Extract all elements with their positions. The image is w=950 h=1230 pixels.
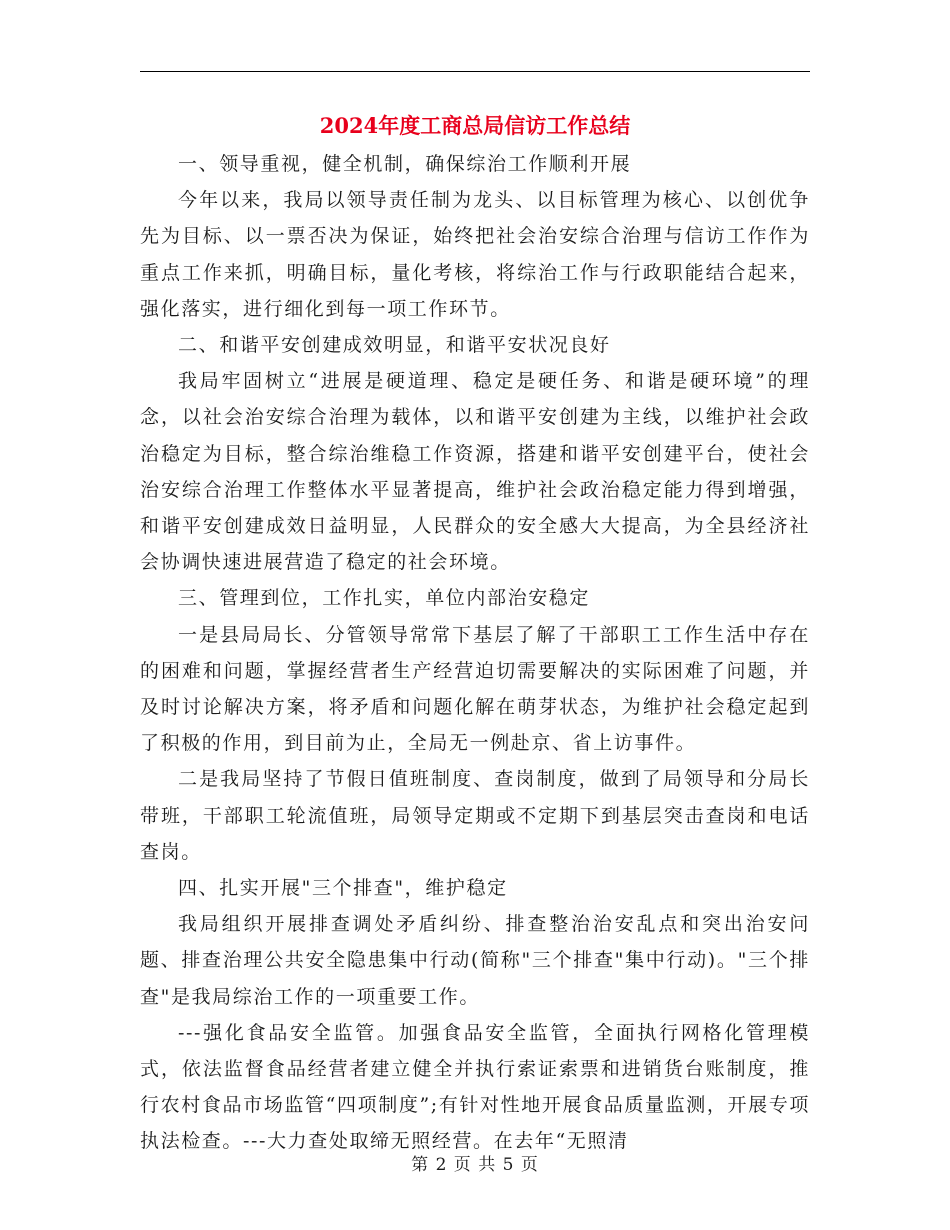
document-body xyxy=(140,146,810,1160)
heading-3: 三、管理到位，工作扎实，单位内部治安稳定 xyxy=(178,587,591,610)
paragraph: ---强化食品安全监管。加强食品安全监管，全面执行网格化管理模式，依法监督食品经营者建立健全并执行索证索票和进销货台账制度，推行农村食品市场监管“四项制度”;有针对性地开展食品质量监测，开展专项执法检查。---大力查处取缔无照经营。在去年“无照清 xyxy=(140,1021,810,1153)
heading-4: 四、扎实开展"三个排查"，维护稳定 xyxy=(178,877,508,900)
header-rule xyxy=(140,71,810,72)
heading-2: 二、和谐平安创建成效明显，和谐平安状况良好 xyxy=(178,334,611,357)
paragraph: 我局牢固树立“进展是硬道理、稳定是硬任务、和谐是硬环境”的理念，以社会治安综合治理为载体，以和谐平安创建为主线，以维护社会政治稳定为目标，整合综治维稳工作资源，搭建和谐平安创建平台，使社会治安综合治理工作整体水平显著提高，维护社会政治稳定能力得到增强，和谐平安创建成效日益明显，人民群众的安全感大大提高，为全县经济社会协调快速进展营造了稳定的社会环境。 xyxy=(140,370,810,574)
document-title: 2024年度工商总局信访工作总结 xyxy=(319,113,631,138)
paragraph: 我局组织开展排查调处矛盾纠纷、排查整治治安乱点和突出治安问题、排查治理公共安全隐患集中行动(简称"三个排查"集中行动)。"三个排查"是我局综治工作的一项重要工作。 xyxy=(140,913,810,1008)
page-number: 第 2 页 共 5 页 xyxy=(411,1155,539,1175)
paragraph: 一是县局局长、分管领导常常下基层了解了干部职工工作生活中存在的困难和问题，掌握经营者生产经营迫切需要解决的实际困难了问题，并及时讨论解决方案，将矛盾和问题化解在萌芽状态，为维护社会稳定起到了积极的作用，到目前为止，全局无一例赴京、省上访事件。 xyxy=(140,623,810,755)
paragraph: 二是我局坚持了节假日值班制度、查岗制度，做到了局领导和分局长带班，干部职工轮流值班，局领导定期或不定期下到基层突击查岗和电话查岗。 xyxy=(140,768,810,863)
heading-1: 一、领导重视，健全机制，确保综治工作顺利开展 xyxy=(178,153,632,175)
paragraph: 今年以来，我局以领导责任制为龙头、以目标管理为核心、以创优争先为目标、以一票否决为保证，始终把社会治安综合治理与信访工作作为重点工作来抓，明确目标，量化考核，将综治工作与行政职能结合起来，强化落实，进行细化到每一项工作环节。 xyxy=(140,189,810,320)
